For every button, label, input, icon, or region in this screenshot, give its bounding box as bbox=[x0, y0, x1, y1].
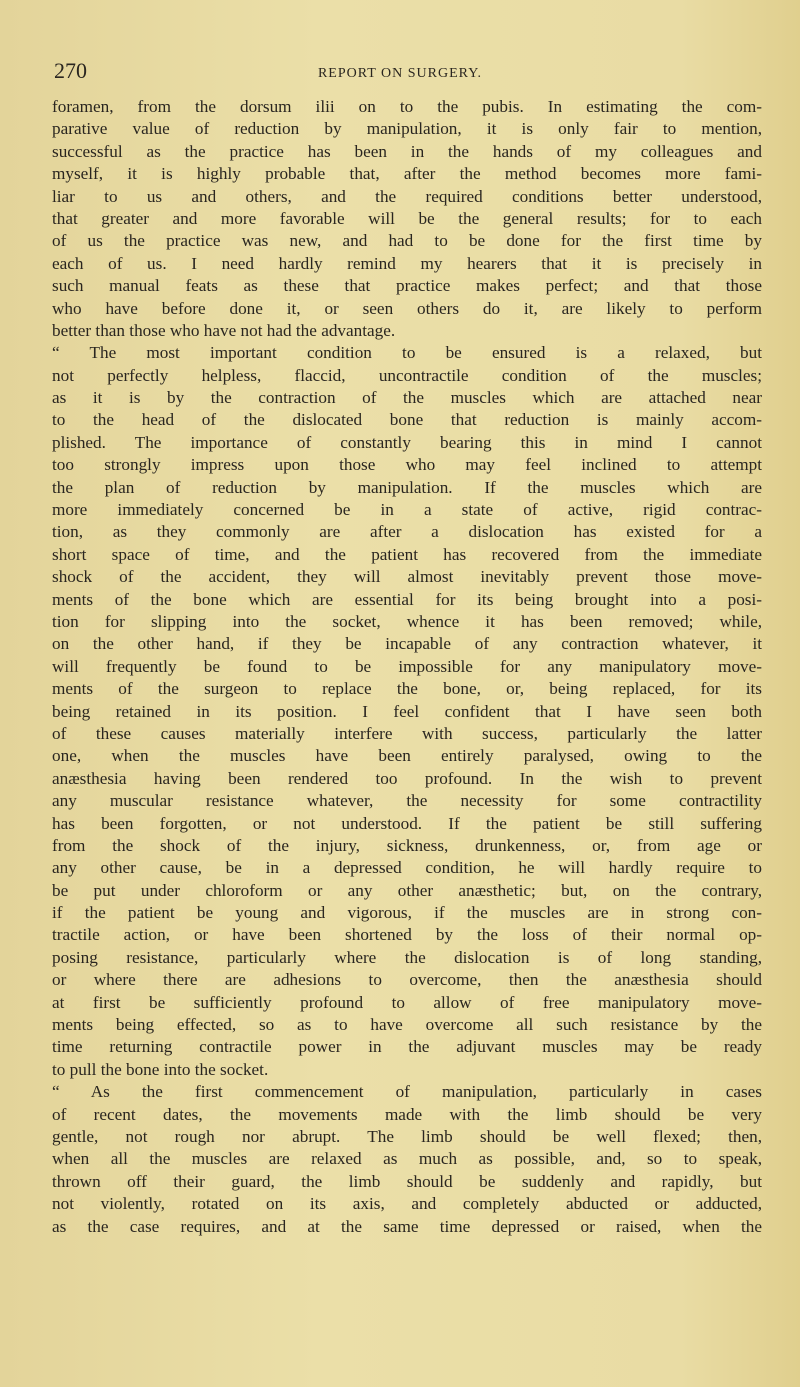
text-line: shock of the accident, they will almost inevitably prevent those move- bbox=[52, 567, 762, 587]
text-line: foramen, from the dorsum ilii on to the pubis. In estimating the com- bbox=[52, 97, 762, 116]
text-line: who have before done it, or seen others do it, are likely to perform bbox=[52, 298, 762, 318]
text-line: of us the practice was new, and had to be done for the first time by bbox=[52, 231, 762, 251]
text-line: tractile action, or have been shortened by the loss of their normal op- bbox=[52, 925, 762, 945]
text-line: when all the muscles are relaxed as much as possible, and, so to speak, bbox=[52, 1149, 762, 1169]
text-line: as the case requires, and at the same time depressed or raised, when the bbox=[52, 1216, 762, 1236]
text-line: such manual feats as these that practice makes perfect; and that those bbox=[52, 276, 762, 296]
text-line: at first be sufficiently profound to allow of free manipulatory move- bbox=[52, 992, 762, 1012]
text-line: to the head of the dislocated bone that reduction is mainly accom- bbox=[52, 410, 762, 430]
text-line: tion, as they commonly are after a dislocation has existed for a bbox=[52, 522, 762, 542]
text-line: gentle, not rough nor abrupt. The limb should be well flexed; then, bbox=[52, 1126, 762, 1146]
text-line: ments being effected, so as to have overcome all such resistance by the bbox=[52, 1015, 762, 1035]
body-text bbox=[52, 96, 762, 1238]
text-line: any other cause, be in a depressed condition, he will hardly require to bbox=[52, 858, 762, 878]
page-number: 270 bbox=[54, 58, 87, 83]
text-line: being retained in its position. I feel confident that I have seen both bbox=[52, 701, 762, 721]
text-line: thrown off their guard, the limb should be suddenly and rapidly, but bbox=[52, 1171, 762, 1191]
text-line: ments of the surgeon to replace the bone, or, being replaced, for its bbox=[52, 679, 762, 699]
text-line: better than those who have not had the advantage. bbox=[52, 320, 396, 340]
text-line: any muscular resistance whatever, the necessity for some contractility bbox=[52, 791, 762, 811]
text-line: “ As the first commencement of manipulation, particularly in cases bbox=[52, 1082, 762, 1102]
text-line: one, when the muscles have been entirely paralysed, owing to the bbox=[52, 746, 762, 766]
text-line: on the other hand, if they be incapable of any contraction whatever, it bbox=[52, 634, 762, 654]
text-line: of these causes materially interfere with success, particularly the latter bbox=[52, 723, 762, 743]
text-line: of recent dates, the movements made with the limb should be very bbox=[52, 1104, 762, 1124]
text-line: posing resistance, particularly where the dislocation is of long standing, bbox=[52, 947, 762, 967]
text-line: or where there are adhesions to overcome, then the anæsthesia should bbox=[52, 970, 762, 990]
running-header: REPORT ON SURGERY. bbox=[317, 66, 483, 81]
text-line: too strongly impress upon those who may feel inclined to attempt bbox=[52, 455, 762, 475]
text-line: be put under chloroform or any other anæsthetic; but, on the contrary, bbox=[52, 880, 762, 900]
text-line: that greater and more favorable will be the general results; for to each bbox=[52, 208, 762, 228]
text-line: from the shock of the injury, sickness, drunkenness, or, from age or bbox=[52, 835, 762, 855]
text-line: “ The most important condition to be ensured is a relaxed, but bbox=[52, 343, 762, 363]
text-line: not perfectly helpless, flaccid, uncontractile condition of the muscles; bbox=[52, 365, 762, 385]
text-line: to pull the bone into the socket. bbox=[52, 1059, 269, 1079]
text-line: anæsthesia having been rendered too profound. In the wish to prevent bbox=[52, 768, 762, 788]
text-line: short space of time, and the patient has recovered from the immediate bbox=[52, 544, 762, 564]
text-line: has been forgotten, or not understood. If the patient be still suffering bbox=[52, 813, 762, 833]
text-line: ments of the bone which are essential for its being brought into a posi- bbox=[52, 589, 762, 609]
text-line: will frequently be found to be impossible for any manipulatory move- bbox=[52, 656, 762, 676]
text-line: if the patient be young and vigorous, if the muscles are in strong con- bbox=[52, 903, 762, 923]
text-line: more immediately concerned be in a state of active, rigid contrac- bbox=[52, 500, 762, 520]
text-line: successful as the practice has been in the hands of my colleagues and bbox=[52, 141, 762, 161]
text-line: tion for slipping into the socket, whence it has been removed; while, bbox=[52, 611, 762, 631]
text-line: time returning contractile power in the adjuvant muscles may be ready bbox=[52, 1037, 762, 1057]
text-line: myself, it is highly probable that, after the method becomes more fami- bbox=[52, 164, 762, 184]
text-line: each of us. I need hardly remind my hearers that it is precisely in bbox=[52, 253, 762, 273]
text-line: the plan of reduction by manipulation. If the muscles which are bbox=[52, 477, 762, 497]
text-line: liar to us and others, and the required conditions better understood, bbox=[52, 186, 762, 206]
text-line: as it is by the contraction of the muscles which are attached near bbox=[52, 388, 762, 408]
text-line: parative value of reduction by manipulation, it is only fair to mention, bbox=[52, 119, 762, 139]
text-line: not violently, rotated on its axis, and completely abducted or adducted, bbox=[52, 1194, 762, 1214]
text-line: plished. The importance of constantly bearing this in mind I cannot bbox=[52, 432, 762, 452]
